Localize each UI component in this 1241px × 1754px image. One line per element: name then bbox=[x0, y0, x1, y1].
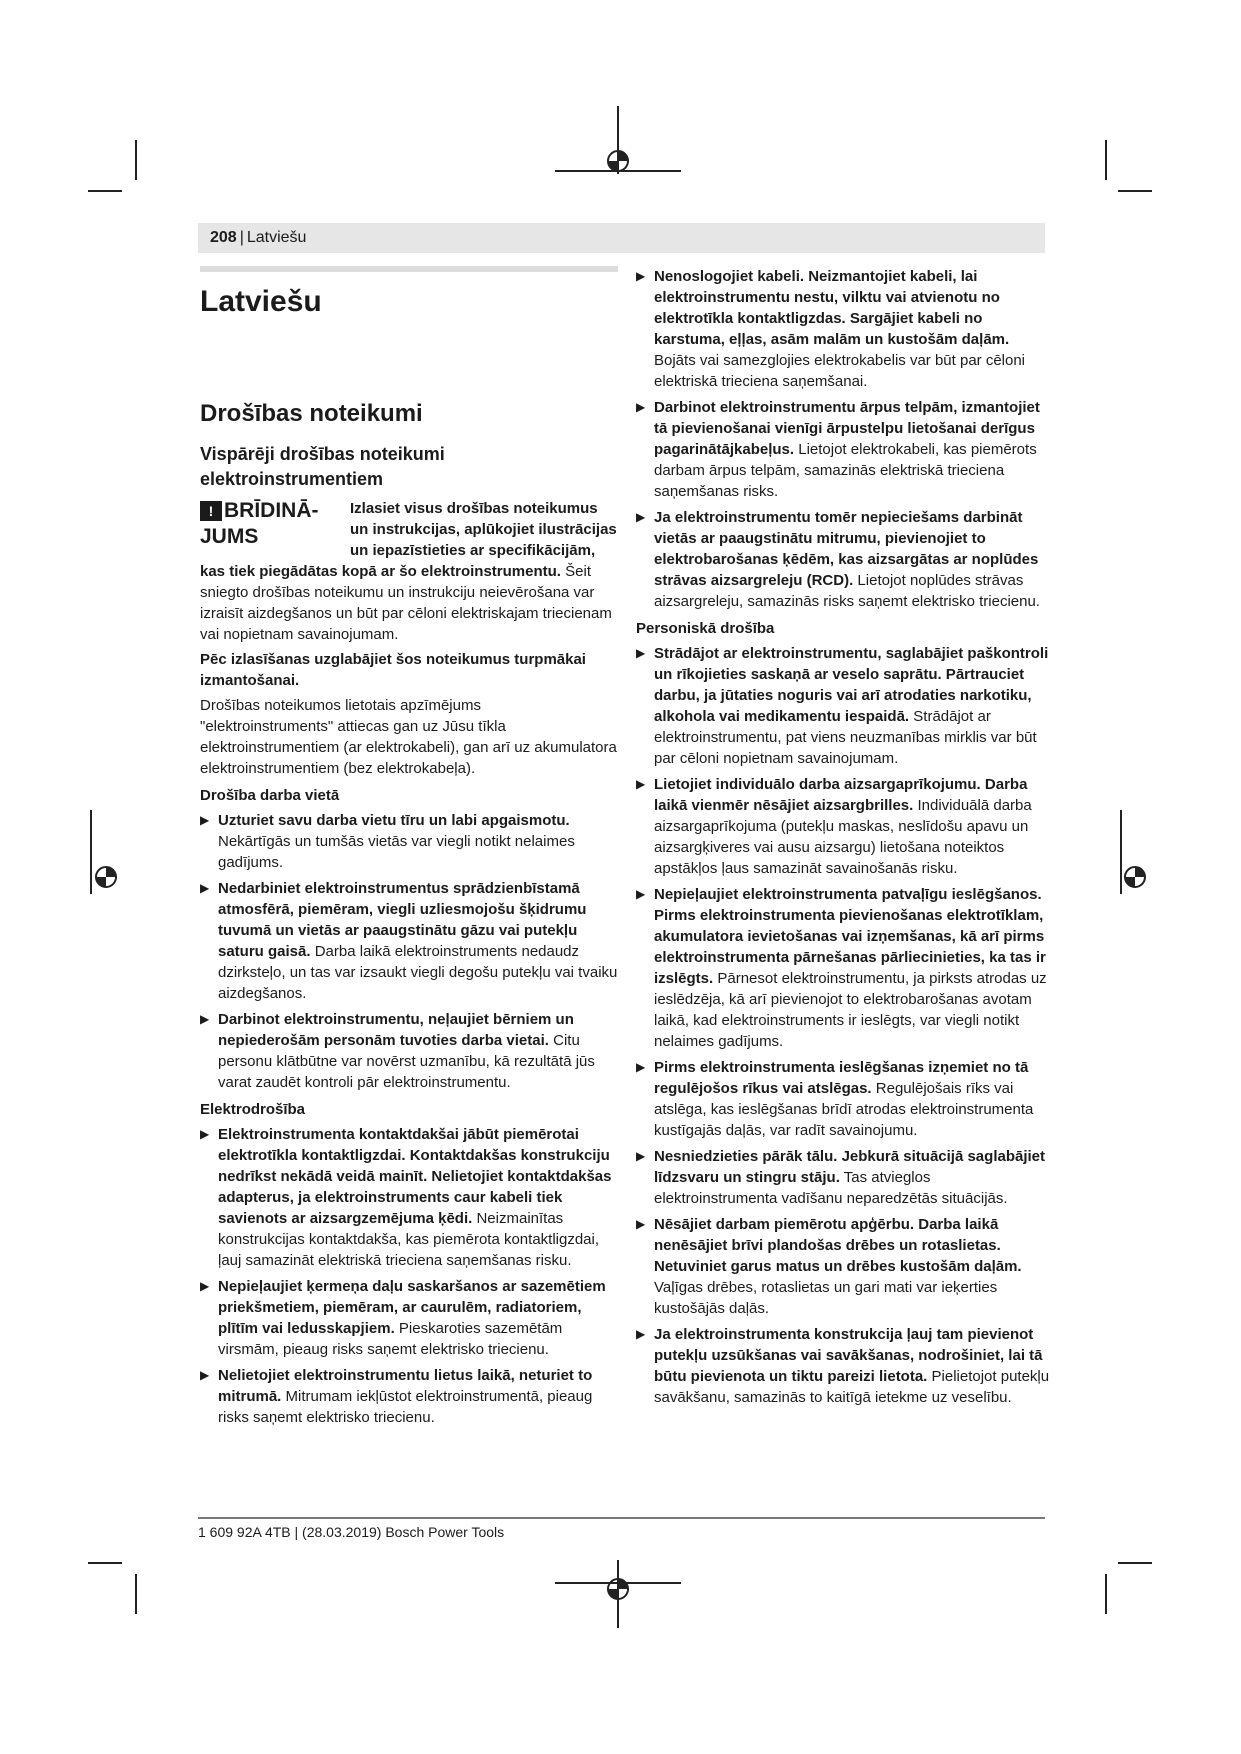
work-area-list bbox=[200, 810, 618, 1093]
item-text: Lietojot noplūdes strāvas aizsargreleju, samazinās risks saņemt elektrisko triecienu. bbox=[654, 572, 1040, 610]
crop-mark bbox=[135, 1574, 137, 1614]
bullet-arrow-icon: ▶ bbox=[636, 646, 646, 660]
item-bold: Nēsājiet darbam piemērotu apģērbu. Darba laikā nenēsājiet brīvi plandošas drēbes un rotaslietas. Netuviniet garus matus un drēbes kustošām daļām. bbox=[654, 1216, 1022, 1275]
item-text: Vaļīgas drēbes, rotaslietas un gari mati var ieķerties kustošājās daļās. bbox=[654, 1279, 998, 1317]
crop-mark bbox=[1118, 190, 1152, 192]
item-bold: Nepieļaujiet ķermeņa daļu saskaršanos ar sazemētiem priekšmetiem, piemēram, ar caurulēm, radiatoriem, plītīm vai ledusskapjiem. bbox=[218, 1278, 606, 1337]
item-bold: Elektroinstrumenta kontaktdakšai jābūt piemērotai elektrotīkla kontaktligzdai. Kontaktdakšas konstrukciju nedrīkst nekādā veidā mainīt. Nelietojiet kontaktdakšas adapterus, ja elektroinstruments caur kabeli tiek savienots ar aizsargzemējuma ķēdi. bbox=[218, 1126, 612, 1227]
crop-mark bbox=[617, 1560, 619, 1628]
keep-instructions: Pēc izlasīšanas uzglabājiet šos noteikumus turpmākai izmantošanai. bbox=[200, 651, 586, 689]
crop-mark bbox=[88, 1562, 122, 1564]
page-title: Latviešu bbox=[200, 285, 322, 318]
item-text: Darba laikā elektroinstruments nedaudz dzirksteļo, un tas var izsaukt viegli degošu putekļu vai tvaiku aizdegšanos. bbox=[218, 943, 618, 1002]
item-bold: Nepieļaujiet elektroinstrumenta patvaļīgu ieslēgšanos. Pirms elektroinstrumenta pievienošanas elektrotīklam, akumulatora ievietošanas vai izņemšanas, kā arī pirms elektroinstrumenta pārnešanas pārliecinieties, ka tas ir izslēgts. bbox=[654, 886, 1046, 987]
item-text: Tas atvieglos elektroinstrumenta vadīšanu neparedzētās situācijās. bbox=[654, 1169, 1008, 1207]
item-text: Pārnesot elektroinstrumentu, ja pirksts atrodas uz ieslēdzēja, kā arī pievienojot to elektrobarošanas avotam laikā, kad elektroinstruments ir ieslēgts, var viegli notikt nelaimes gadījums. bbox=[654, 970, 1047, 1050]
item-bold: Darbinot elektroinstrumentu ārpus telpām, izmantojiet tā pievienošanai vienīgi ārpustelpu lietošanai derīgus pagarinātājkabeļus. bbox=[654, 399, 1040, 458]
crop-mark bbox=[617, 106, 619, 174]
list-item bbox=[636, 643, 1054, 769]
item-text: Regulējošais rīks vai atslēga, kas ieslēgšanas brīdī atrodas elektroinstrumenta kustīgajās daļās, var radīt savainojumu. bbox=[654, 1080, 1034, 1139]
list-item bbox=[200, 1124, 618, 1271]
registration-target-icon bbox=[1120, 862, 1150, 892]
item-text: Bojāts vai samezglojies elektrokabelis var būt par cēloni elektriskā trieciena saņemšanai. bbox=[654, 352, 1026, 390]
bullet-arrow-icon: ▶ bbox=[636, 400, 646, 414]
list-item bbox=[636, 1146, 1054, 1209]
warning-icon: ! bbox=[200, 501, 222, 521]
safety-heading: Drošības noteikumi bbox=[200, 400, 423, 427]
item-text: Mitrumam iekļūstot elektroinstrumentā, pieaug risks saņemt elektrisko triecienu. bbox=[218, 1388, 593, 1426]
bullet-arrow-icon: ▶ bbox=[200, 1368, 210, 1382]
item-bold: Nelietojiet elektroinstrumentu lietus laikā, neturiet to mitrumā. bbox=[218, 1367, 593, 1405]
term-definition: Drošības noteikumos lietotais apzīmējums "elektroinstruments" attiecas gan uz Jūsu tīkla elektroinstrumentiem (ar elektrokabeli), gan arī uz akumulatora elektroinstrumentiem (bez elektrokabeļa). bbox=[200, 697, 617, 777]
crop-mark bbox=[1105, 140, 1107, 180]
crop-mark bbox=[135, 140, 137, 180]
personal-safety-heading: Personiskā drošība bbox=[636, 620, 775, 637]
electrical-safety-list bbox=[200, 1124, 618, 1428]
bullet-arrow-icon: ▶ bbox=[200, 1279, 210, 1293]
crop-mark bbox=[1118, 1562, 1152, 1564]
item-bold: Strādājot ar elektroinstrumentu, saglabājiet paškontroli un rīkojieties saskaņā ar veselo saprātu. Pārtrauciet darbu, ja jūtaties noguris vai arī atrodaties narkotiku, alkohola vai medikamentu iespaidā. bbox=[654, 645, 1049, 725]
bullet-arrow-icon: ▶ bbox=[636, 1060, 646, 1074]
personal-safety-list bbox=[636, 643, 1054, 1408]
list-item bbox=[200, 810, 618, 873]
item-text: Strādājot ar elektroinstrumentu, pat viens neuzmanības mirklis var būt par cēloni nopietnam savainojumam. bbox=[654, 708, 1037, 767]
list-item bbox=[200, 878, 618, 1004]
electrical-safety-list-continued bbox=[636, 266, 1054, 612]
crop-mark bbox=[1105, 1574, 1107, 1614]
item-text: Neizmainītas konstrukcijas kontaktdakša, kas piemērota kontaktligzdai, ļauj samazināt elektriskā trieciena saņemšanas risku. bbox=[218, 1210, 600, 1269]
item-bold: Lietojiet individuālo darba aizsargaprīkojumu. Darba laikā vienmēr nēsājiet aizsargbrilles. bbox=[654, 776, 1028, 814]
bullet-arrow-icon: ▶ bbox=[636, 1149, 646, 1163]
bullet-arrow-icon: ▶ bbox=[636, 887, 646, 901]
page-header bbox=[198, 223, 1045, 253]
item-bold: Nedarbiniet elektroinstrumentus sprādzienbīstamā atmosfērā, piemēram, viegli uzliesmojošu šķidrumu tuvumā un vietās ar paaugstinātu gāzu vai putekļu saturu gaisā. bbox=[218, 880, 587, 960]
list-item bbox=[200, 1009, 618, 1093]
item-bold: Darbinot elektroinstrumentu, neļaujiet bērniem un nepiederošām personām tuvoties darba vietai. bbox=[218, 1011, 574, 1049]
bullet-arrow-icon: ▶ bbox=[636, 1217, 646, 1231]
list-item bbox=[636, 884, 1054, 1052]
crop-mark bbox=[555, 1582, 681, 1584]
footer-rule bbox=[198, 1517, 1045, 1519]
bullet-arrow-icon: ▶ bbox=[636, 269, 646, 283]
bullet-arrow-icon: ▶ bbox=[200, 1127, 210, 1141]
item-bold: Nenoslogojiet kabeli. Neizmantojiet kabeli, lai elektroinstrumentu nestu, vilktu vai atvienotu no elektrotīkla kontaktligzdas. Sargājiet kabeli no karstuma, eļļas, asām malām un kustošām daļām. bbox=[654, 268, 1010, 348]
item-text: Individuālā darba aizsargaprīkojuma (putekļu maskas, neslīdošu apavu un aizsargķiveres vai ausu aizsargu) lietošana noteiktos apstākļos ļaus samazināt savainošanās risku. bbox=[654, 797, 1032, 877]
list-item bbox=[636, 1214, 1054, 1319]
general-safety-heading: Vispārēji drošības noteikumi elektroinstrumentiem bbox=[200, 444, 445, 489]
crop-mark bbox=[88, 190, 122, 192]
left-column bbox=[200, 266, 618, 1433]
item-bold: Uzturiet savu darba vietu tīru un labi apgaismotu. bbox=[218, 812, 570, 829]
title-rule bbox=[200, 266, 618, 272]
list-item bbox=[636, 1057, 1054, 1141]
warning-text: Šeit sniegto drošības noteikumu un instrukciju neievērošana var izraisīt aizdegšanos un būt par cēloni elektriskajam triecienam vai nopietnam savainojumam. bbox=[200, 563, 612, 643]
list-item bbox=[636, 507, 1054, 612]
item-bold: Nesniedzieties pārāk tālu. Jebkurā situācijā saglabājiet līdzsvaru un stingru stāju. bbox=[654, 1148, 1046, 1186]
list-item bbox=[636, 774, 1054, 879]
item-text: Lietojot elektrokabeli, kas piemērots darbam ārpus telpām, samazinās elektriskā trieciena saņemšanas risks. bbox=[654, 441, 1037, 500]
list-item bbox=[636, 397, 1054, 502]
list-item bbox=[200, 1365, 618, 1428]
item-text: Pielietojot putekļu savākšanu, samazinās to kaitīgā ietekme uz veselību. bbox=[654, 1368, 1050, 1406]
bullet-arrow-icon: ▶ bbox=[200, 813, 210, 827]
item-text: Citu personu klātbūtne var novērst uzmanību, kā rezultātā jūs varat zaudēt kontroli pār elektroinstrumentu. bbox=[218, 1032, 595, 1091]
bullet-arrow-icon: ▶ bbox=[200, 1012, 210, 1026]
warning-label-text: BRĪDINĀJUMS bbox=[200, 499, 319, 548]
footer-text: 1 609 92A 4TB | (28.03.2019) Bosch Power Tools bbox=[198, 1524, 505, 1540]
list-item bbox=[636, 266, 1054, 392]
crop-mark bbox=[555, 170, 681, 172]
warning-block bbox=[200, 498, 618, 645]
work-area-heading: Drošība darba vietā bbox=[200, 787, 340, 804]
bullet-arrow-icon: ▶ bbox=[636, 510, 646, 524]
right-column bbox=[636, 266, 1054, 1413]
list-item bbox=[200, 1276, 618, 1360]
item-text: Pieskaroties sazemētām virsmām, pieaug risks saņemt elektrisko triecienu. bbox=[218, 1320, 563, 1358]
item-bold: Ja elektroinstrumenta konstrukcija ļauj tam pievienot putekļu uzsūkšanas vai savākšanas, nodrošiniet, lai tā būtu pievienota un tiktu pareizi lietota. bbox=[654, 1326, 1043, 1385]
header-section: Latviešu bbox=[246, 229, 307, 246]
bullet-arrow-icon: ▶ bbox=[200, 881, 210, 895]
item-bold: Pirms elektroinstrumenta ieslēgšanas izņemiet no tā regulējošos rīkus vai atslēgas. bbox=[654, 1059, 1029, 1097]
warning-bold-text: Izlasiet visus drošības noteikumus un instrukcijas, aplūkojiet ilustrācijas un iepazīstieties ar specifikācijām, kas tiek piegādātas kopā ar šo elektroinstrumentu. bbox=[200, 500, 617, 580]
bullet-arrow-icon: ▶ bbox=[636, 1327, 646, 1341]
electrical-safety-heading: Elektrodrošība bbox=[200, 1101, 306, 1118]
header-separator: | bbox=[239, 229, 244, 246]
item-text: Nekārtīgās un tumšās vietās var viegli notikt nelaimes gadījums. bbox=[218, 833, 575, 871]
item-bold: Ja elektroinstrumentu tomēr nepieciešams darbināt vietās ar paaugstinātu mitrumu, pievienojiet to elektrobarošanas ķēdēm, kas aizsargātas ar noplūdes strāvas aizsargreleju (RCD). bbox=[654, 509, 1039, 589]
list-item bbox=[636, 1324, 1054, 1408]
bullet-arrow-icon: ▶ bbox=[636, 777, 646, 791]
registration-target-icon bbox=[91, 862, 121, 892]
page-number: 208 bbox=[210, 229, 237, 246]
warning-label bbox=[200, 498, 350, 550]
